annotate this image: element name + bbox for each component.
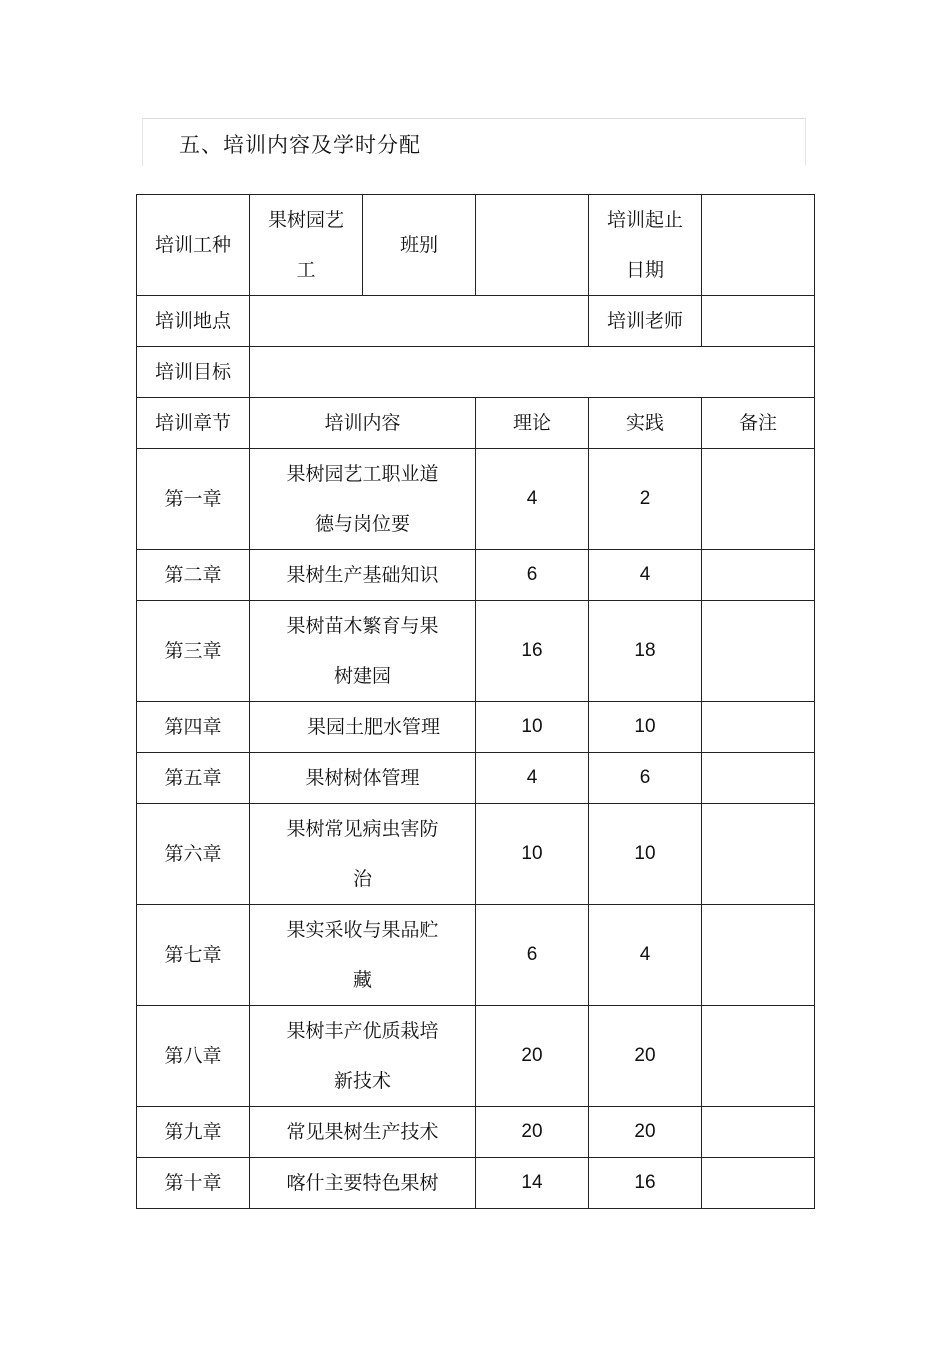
chapter-cell: 第一章 [137, 449, 250, 550]
content-line1: 果树丰产优质栽培 [286, 1020, 439, 1042]
content-line1: 果树园艺工职业道 [286, 463, 439, 485]
note-cell [702, 804, 815, 905]
goal-label: 培训目标 [137, 347, 250, 398]
table-row [137, 804, 815, 905]
table-row [137, 550, 815, 601]
practice-cell: 6 [589, 753, 702, 804]
content-cell [250, 753, 476, 804]
header-practice: 实践 [589, 398, 702, 449]
content-line1: 果树生产基础知识 [286, 564, 439, 586]
content-line1: 喀什主要特色果树 [286, 1172, 439, 1194]
chapter-cell: 第四章 [137, 702, 250, 753]
note-cell [702, 702, 815, 753]
table-row [137, 1107, 815, 1158]
theory-cell: 14 [476, 1158, 589, 1209]
chapter-cell: 第七章 [137, 905, 250, 1006]
practice-cell: 20 [589, 1107, 702, 1158]
table-row [137, 753, 815, 804]
practice-cell: 2 [589, 449, 702, 550]
theory-cell: 6 [476, 550, 589, 601]
theory-cell: 16 [476, 601, 589, 702]
job-value-line1: 果树园艺 [267, 209, 344, 231]
note-cell [702, 449, 815, 550]
practice-cell: 16 [589, 1158, 702, 1209]
content-line1: 常见果树生产技术 [286, 1121, 439, 1143]
theory-cell: 10 [476, 702, 589, 753]
content-cell [250, 1158, 476, 1209]
theory-cell: 20 [476, 1006, 589, 1107]
location-value-cell [250, 296, 589, 347]
content-cell [250, 1107, 476, 1158]
content-line2: 德与岗位要 [314, 513, 410, 535]
info-row-job [137, 195, 815, 296]
practice-cell: 4 [589, 550, 702, 601]
content-cell [250, 702, 476, 753]
content-cell [250, 449, 476, 550]
header-chapter: 培训章节 [137, 398, 250, 449]
job-label: 培训工种 [154, 234, 231, 256]
chapter-cell: 第二章 [137, 550, 250, 601]
chapter-cell: 第三章 [137, 601, 250, 702]
note-cell [702, 753, 815, 804]
table-row [137, 702, 815, 753]
practice-cell: 4 [589, 905, 702, 1006]
content-cell [250, 601, 476, 702]
column-header-row [137, 398, 815, 449]
content-line2: 新技术 [333, 1070, 391, 1092]
table-row [137, 905, 815, 1006]
table-row [137, 601, 815, 702]
header-note: 备注 [702, 398, 815, 449]
table-row [137, 1006, 815, 1107]
job-label-cell [137, 195, 250, 296]
info-row-goal [137, 347, 815, 398]
chapter-cell: 第六章 [137, 804, 250, 905]
content-line1: 果实采收与果品贮 [286, 919, 439, 941]
content-line2: 树建园 [333, 665, 391, 687]
practice-cell: 20 [589, 1006, 702, 1107]
note-cell [702, 905, 815, 1006]
class-label-cell [363, 195, 476, 296]
content-cell [250, 804, 476, 905]
chapter-cell: 第五章 [137, 753, 250, 804]
theory-cell: 20 [476, 1107, 589, 1158]
period-label-cell [589, 195, 702, 296]
content-cell [250, 905, 476, 1006]
content-line1: 果园土肥水管理 [306, 716, 440, 738]
period-label-line1: 培训起止 [606, 209, 683, 231]
content-line1: 果树苗木繁育与果 [286, 615, 439, 637]
job-value-cell [250, 195, 363, 296]
note-cell [702, 550, 815, 601]
note-cell [702, 1158, 815, 1209]
note-cell [702, 1006, 815, 1107]
theory-cell: 6 [476, 905, 589, 1006]
theory-cell: 4 [476, 753, 589, 804]
note-cell [702, 1107, 815, 1158]
note-cell [702, 601, 815, 702]
header-content: 培训内容 [250, 398, 476, 449]
content-line2: 藏 [352, 969, 372, 991]
teacher-label: 培训老师 [589, 296, 702, 347]
info-row-location [137, 296, 815, 347]
table-row [137, 1158, 815, 1209]
teacher-value-cell [702, 296, 815, 347]
content-line1: 果树常见病虫害防 [286, 818, 439, 840]
class-value-cell [476, 195, 589, 296]
content-line1: 果树树体管理 [305, 767, 420, 789]
period-label-line2: 日期 [625, 259, 664, 281]
job-value-line2: 工 [296, 259, 316, 281]
location-label: 培训地点 [137, 296, 250, 347]
chapter-cell: 第八章 [137, 1006, 250, 1107]
section-heading: 五、培训内容及学时分配 [179, 133, 421, 157]
period-value-cell [702, 195, 815, 296]
class-label: 班别 [399, 234, 438, 256]
content-line2: 治 [352, 868, 372, 890]
table-row [137, 449, 815, 550]
theory-cell: 10 [476, 804, 589, 905]
content-cell [250, 1006, 476, 1107]
training-plan-table [136, 194, 815, 1209]
content-cell [250, 550, 476, 601]
heading-box [142, 118, 806, 166]
practice-cell: 10 [589, 702, 702, 753]
goal-value-cell [250, 347, 815, 398]
chapter-cell: 第九章 [137, 1107, 250, 1158]
practice-cell: 18 [589, 601, 702, 702]
header-theory: 理论 [476, 398, 589, 449]
practice-cell: 10 [589, 804, 702, 905]
theory-cell: 4 [476, 449, 589, 550]
chapter-cell: 第十章 [137, 1158, 250, 1209]
